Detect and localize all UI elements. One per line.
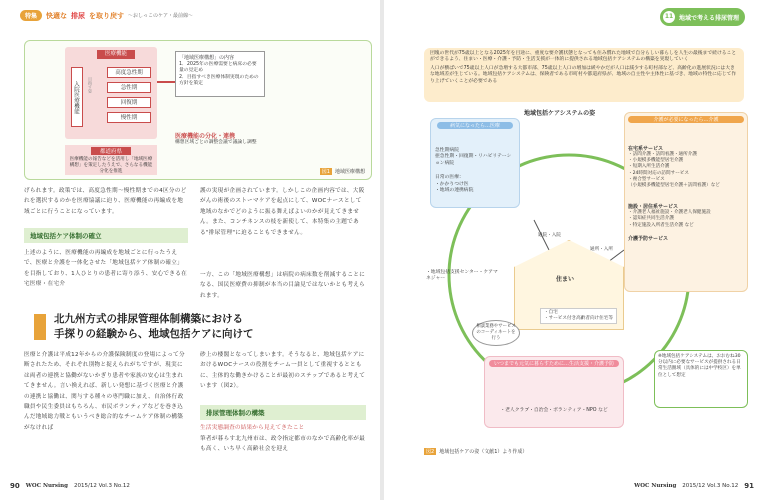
header-subtitle: 〜おしっこのケア・最前線〜 (128, 13, 194, 19)
fig1-right-box (175, 51, 265, 97)
fig2-note (654, 350, 748, 408)
fig2-medical (430, 118, 520, 208)
figure1 (24, 40, 372, 180)
fig1-right-red (175, 131, 265, 146)
headline (54, 312, 254, 342)
info-item-1: 団塊の世代が75歳以上となる2025年を目途に、重度な要介護状態となっても住み慣れた地域で自分らしい暮らしを人生の最後まで続けることができるよう、住まい・医療・介護・予防・生活支援が一体的に提供される地域包括ケアシステムの構築を実現していく (430, 51, 737, 63)
section-header (20, 10, 193, 21)
fig1-level-3: 回復期 (107, 97, 151, 108)
fig2-center: ・地域包括支援センター・ケアマネジャー (426, 270, 498, 282)
fig2-facility-2: ・認知症共同生活介護 (628, 216, 674, 222)
left-col1-bottom: 医療と介護は平成12年からの介護保険制度の登場によって分断されたため、それぞれ別物と捉えられがちですが、現実には両者の連携と協働がないかぎり患者や家族の安心は生まれてきません。言い換えれば、新しい発想に基づく医療と介護の連携と協働は、関与する種々の専門職に加え、自治体行政職員や民生委員はもちろん、市民ボランティアなどを巻き込んだ地域総力戦ともいうべき総合的なチームケア体制の構築がなければ (24, 352, 185, 431)
fig2-facility-3: ・特定施設入所者生活介護 など (628, 222, 694, 228)
fig2-daily-1: 日常の医療： (435, 175, 464, 181)
left-col2-bottom2: 筆者が暮らす北九州市は、政令指定都市のなかで高齢化率が最も高く、いち早く高齢社会を迎え (200, 436, 366, 453)
fig2-prevention: 介護予防サービス (628, 235, 669, 242)
page-number-left: 90 (10, 482, 20, 490)
fig2-daily-3: ・地域の連携病院 (435, 188, 474, 194)
fig2-home-label: 住まい (556, 276, 575, 283)
fig1-right-item-1: 1．2025年の医療需要と病床の必要量の見定め (179, 61, 257, 74)
footer-right (634, 482, 754, 490)
fig2-life-title: いつまでも元気に暮らすために…生活支援・介護予防 (489, 360, 619, 367)
fig2-home-items (540, 308, 617, 324)
fig1-level-4: 慢性期 (107, 112, 151, 123)
subheading-2: 生活実態調査の結果から見えてきたこと (200, 425, 305, 431)
page-number-right: 91 (744, 482, 754, 490)
journal-right: WOC Nursing (634, 483, 677, 489)
right-page (384, 0, 764, 500)
fig2-home-5: ・複合型サービス (628, 176, 665, 182)
fig2-home-4: ・24時間対応の訪問サービス (628, 170, 689, 176)
fig2-life (484, 356, 624, 428)
fig2-home-services-title: 在宅系サービス (628, 146, 664, 152)
fig2-daily-care (431, 167, 519, 194)
fig1-red-title: 医療機能の分化・連携 (175, 133, 236, 140)
fig1-right-item-2: 2．目指すべき医療体制実現のための方針を策定 (179, 74, 259, 87)
fig1-left-box: 入院医療機能 (71, 67, 83, 127)
fig2-consult: 相談業務やサービスのコーディネートを行う (472, 320, 520, 346)
fig2-caption-num: 図2 (426, 449, 435, 455)
headline-marker (34, 314, 46, 340)
fig2-home-item-2: ・サービス付き高齢者向け住宅等 (544, 316, 613, 322)
fig2-arrow-label-1: 通院・入院 (538, 233, 561, 238)
fig2-home-item-1: ・自宅 (544, 310, 558, 315)
fig1-level-1: 高度急性期 (107, 67, 151, 78)
fig2-medical-item-1: 急性期病院 (435, 148, 459, 153)
info-item-2: 人口が横ばいで75歳以上人口が急増する大都市部、75歳以上人口の増加は緩やかだが人口は減少する町村部など、高齢化の進展状況には大きな地域差が生じている。地域包括ケアシステムは、保険者である市町村や都道府県が、地域の自主性や主体性に基づき、地域の特性に応じて作り上げていくことが必要である (430, 65, 737, 84)
fig1-connector (157, 81, 175, 83)
fig2-title: 地域包括ケアシステムの姿 (524, 110, 596, 117)
fig1-right-title: 「地域医療構想」の内容 (179, 55, 235, 61)
chapter-number: 11 (663, 11, 675, 23)
left-col2-bottom1: 砂上の楼閣となってしまいます。そうなると、地域包括ケアにおけるWOCナースの役割をチーム一員として重視するとともに、主体的な働きかけることが最初のステップであると考えています（図2）。 (200, 352, 366, 390)
fig2-home-3: ・短期入所生活介護 (628, 164, 670, 170)
fig2-facility-1: ・介護老人福祉施設・介護老人保健施設 (628, 210, 711, 216)
fig1-caption-text: 地域医療構想 (334, 169, 365, 175)
issue-left: 2015/12 Vol.3 No.12 (73, 483, 130, 489)
fig1-caption-num: 図1 (321, 169, 330, 175)
headline-line-1: 北九州方式の排尿管理体制構築における (54, 313, 243, 325)
feature-tag: 特集 (20, 10, 42, 21)
fig2-home-6: （小規模多機能型居宅介護＋訪問看護）など (628, 182, 720, 188)
fig1-bottom-box (65, 145, 157, 175)
fig2-home-1: ・訪問介護・訪問看護・通所介護 (628, 152, 697, 157)
header-title-red: 排尿 (71, 11, 86, 20)
fig2-care-title: 介護が必要になったら…介護 (628, 116, 744, 123)
fig2-caption-text: 地域包括ケアの姿（文献1）より作成） (439, 449, 528, 455)
header-title-rest: を取り戻す (89, 11, 125, 20)
right-header (660, 8, 745, 26)
fig2-daily-2: ・かかりつけ医 (435, 181, 469, 187)
journal-left: WOC Nursing (25, 483, 68, 489)
info-box (424, 48, 744, 102)
fig2-note-text: ※地域包括ケアシステムは、おおむね30分以内に必要なサービスが提供される日常生活圏域（具体的には中学校区）を単位として想定 (658, 354, 741, 378)
left-col1-top: げられます。政策では、高度急性期〜慢性期までの4区分のどれを選択するのかを医療協議に迫り、医療機能の再編成を地域ごとに行うことになっています。 (24, 188, 187, 215)
fig1-bottom-text: 医療機能の報告などを活用し「地域医療構想」を策定したうえで、さらなる機能分化を推進 (69, 157, 153, 175)
fig2-life-items: ・老人クラブ・自治会・ボランティア・NPO など (500, 408, 608, 413)
chapter-title: 地域で考える排尿管理 (679, 14, 740, 22)
fig2-caption (424, 448, 527, 455)
fig1-caption (320, 168, 365, 175)
fig2-arrow-label-2: 通所・入所 (590, 247, 613, 252)
fig2-facility-title: 施設・居住系サービス (628, 204, 679, 211)
fig2-medical-title: 病気になったら…医療 (437, 122, 513, 129)
fig2-care (624, 112, 748, 292)
left-col2-mid: 一方、この「地域医療構想」は病院の病床数を削減することになる、国民医療費の抑制が本当の目論見ではないかとも考えられます。 (200, 272, 366, 299)
fig1-brace-label: 目指す姿 (88, 77, 93, 93)
fig2-medical-item-2: 亜急性期・回復期・リハビリテーション病院 (435, 154, 512, 166)
fig1-red-text: 構想区域ごとの調整会議で議論し調整 (175, 140, 257, 145)
left-col2-top: 護の実現が企画されています。しかしこの企画内容では、大阪がんの術後のストーマケアを起点にして、WOCナースとして地域のなかでどのように振る舞えばよいのかが見えてきません。また、コンチネンスの枝を新使して、本特集の主題である"排尿管理"に迫ることもできません。 (200, 188, 365, 236)
section-heading-2: 排尿管理体制の構築 (200, 405, 366, 420)
fig1-level-2: 急性期 (107, 82, 151, 93)
issue-right: 2015/12 Vol.3 No.12 (682, 483, 739, 489)
left-col1-mid: 上述のように、医療機能の再編成を地域ごとに行ったうえで、医療と介護を一体化させた「地域包括ケア体制の確立」を目指しており、1人ひとりの患者に寄り添う、安心できる在宅医療・在宅介 (24, 250, 187, 288)
left-page (0, 0, 380, 500)
footer-left (10, 482, 130, 490)
headline-line-2: 手探りの経験から、地域包括ケアに向けて (54, 328, 254, 340)
fig2-home-2: ・小規模多機能型居宅介護 (628, 158, 684, 164)
header-title-em: 快適な (46, 11, 68, 20)
fig1-bottom-title: 都道府県 (91, 147, 131, 155)
section-heading-1: 地域包括ケア体制の確立 (24, 228, 188, 243)
fig1-top-box: 医療機能 (97, 50, 135, 59)
